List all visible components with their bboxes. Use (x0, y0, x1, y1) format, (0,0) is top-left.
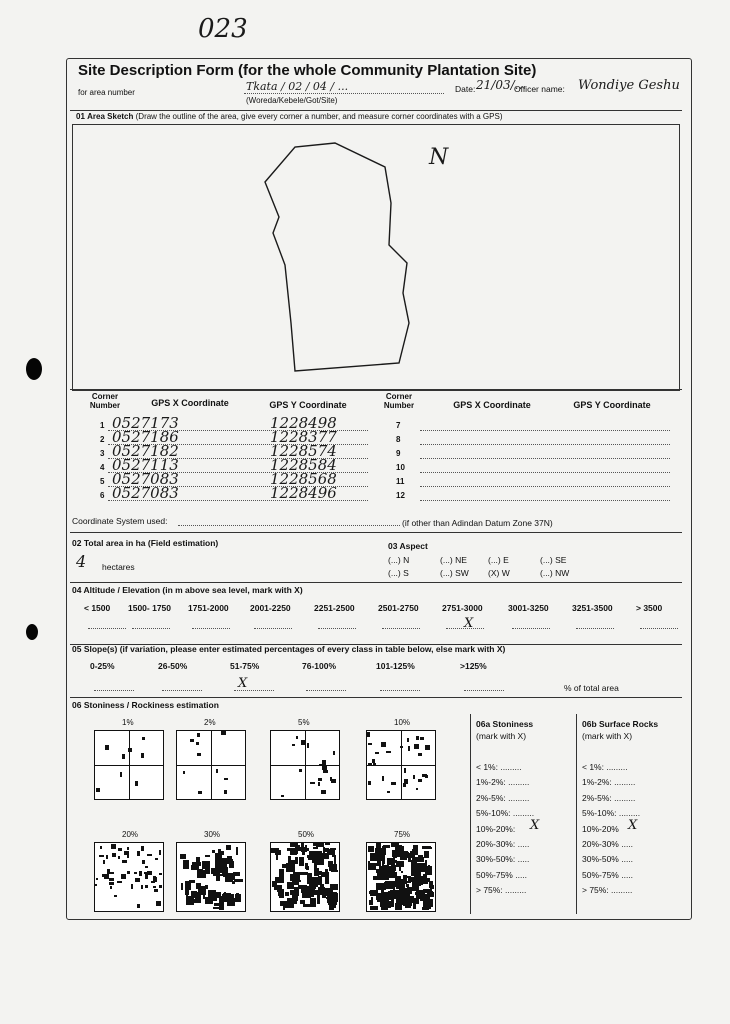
corner-number: 1 (100, 421, 105, 430)
slope-option: 0-25% (90, 661, 115, 671)
stoniness-class-item: 1%-2%: ......... (476, 777, 530, 788)
date-label: Date: (455, 84, 476, 94)
corner-number: 11 (396, 477, 405, 486)
stoniness-sample-box (366, 842, 436, 912)
stoniness-sample-label: 75% (394, 830, 411, 839)
aspect-option: (...) NW (540, 568, 570, 578)
date-value: 21/03/... (476, 78, 527, 92)
aspect-option: (...) S (388, 568, 409, 578)
divider (70, 697, 682, 698)
altitude-option: 3001-3250 (508, 603, 549, 613)
row-line (420, 472, 670, 473)
punch-hole (26, 624, 38, 640)
stoniness-class-item: 30%-50%: ..... (476, 854, 530, 865)
grid-line (95, 765, 163, 766)
slope-option: 101-125% (376, 661, 415, 671)
gps-x-value: 0527083 (112, 470, 179, 488)
row-line (420, 430, 670, 431)
altitude-option: 1751-2000 (188, 603, 229, 613)
altitude-blank (576, 628, 614, 629)
col-x-right: GPS X Coordinate (453, 400, 531, 410)
coord-system-line (178, 525, 400, 526)
coord-system-note: (if other than Adindan Datum Zone 37N) (402, 518, 553, 528)
total-area-unit: hectares (102, 562, 135, 572)
stoniness-sample-label: 2% (204, 718, 216, 727)
slope-total-label: % of total area (564, 683, 619, 693)
location-line (244, 93, 444, 94)
stoniness-sample-label: 1% (122, 718, 134, 727)
stoniness-class-item: 2%-5%: ......... (582, 792, 636, 803)
sketch-instruction: (Draw the outline of the area, give every corner a number, and measure corner coordinates with a GPS) (135, 112, 503, 121)
stoniness-class-item: 5%-10%: ......... (476, 808, 535, 819)
corner-number: 7 (396, 421, 401, 430)
divider (70, 389, 682, 390)
class-divider (576, 714, 577, 914)
stoniness-a-title: 06a Stoniness (476, 719, 534, 729)
slope-blank (464, 690, 504, 691)
grid-line (177, 765, 245, 766)
aspect-option: (...) NE (440, 555, 467, 565)
corner-number: 9 (396, 449, 401, 458)
gps-y-value: 1228496 (270, 484, 337, 502)
corner-number: 5 (100, 477, 105, 486)
altitude-blank (318, 628, 356, 629)
altitude-blank (640, 628, 678, 629)
slope-option: 51-75% (230, 661, 260, 671)
altitude-blank (254, 628, 292, 629)
col-y-right: GPS Y Coordinate (573, 400, 651, 410)
divider (70, 110, 682, 111)
altitude-heading: 04 Altitude / Elevation (in m above sea level, mark with X) (72, 585, 303, 595)
stoniness-sample-label: 50% (298, 830, 315, 839)
stoniness-class-item: < 1%: ......... (476, 762, 522, 772)
sketch-heading-text: Area Sketch (87, 112, 134, 121)
stoniness-class-item: > 75%: ......... (582, 885, 633, 896)
area-number-label: for area number (78, 88, 135, 97)
slope-heading: 05 Slope(s) (if variation, please enter estimated percentages of every class in table below, else mark with X) (72, 644, 506, 654)
stoniness-a-sub: (mark with X) (476, 731, 527, 741)
col-corner-left: Corner Number (89, 392, 121, 410)
stoniness-sample-box (176, 730, 246, 800)
stoniness-class-item: 10%-20% (582, 823, 619, 834)
area-outline-path (265, 143, 409, 371)
altitude-option: > 3500 (636, 603, 663, 613)
slope-blank (380, 690, 420, 691)
stoniness-a-classes (476, 760, 534, 899)
altitude-blank (512, 628, 550, 629)
slope-option: 76-100% (302, 661, 337, 671)
gps-x-value: 0527182 (112, 442, 179, 460)
total-area-heading: 02 Total area in ha (Field estimation) (72, 538, 219, 548)
stoniness-a-mark: X (530, 818, 540, 833)
stoniness-class-item: 2%-5%: ......... (476, 792, 530, 803)
stoniness-sample-box (94, 842, 164, 912)
gps-y-value: 1228498 (270, 414, 337, 432)
stoniness-b-sub: (mark with X) (582, 731, 633, 741)
altitude-blank (382, 628, 420, 629)
row-line (108, 500, 368, 501)
altitude-option: 2751-3000 (442, 603, 483, 613)
row-line (420, 458, 670, 459)
sketch-area (72, 124, 680, 391)
gps-y-value: 1228377 (270, 428, 337, 446)
divider (70, 582, 682, 583)
form-title: Site Description Form (for the whole Community Plantation Site) (78, 62, 537, 79)
coord-system-label: Coordinate System used: (72, 516, 168, 526)
corner-number: 4 (100, 463, 105, 472)
col-y-left: GPS Y Coordinate (269, 400, 347, 410)
corner-number: 6 (100, 491, 105, 500)
stoniness-sample-label: 5% (298, 718, 310, 727)
altitude-option: 2251-2500 (314, 603, 355, 613)
altitude-blank (88, 628, 126, 629)
altitude-mark: X (464, 616, 474, 631)
stoniness-class-item: < 1%: ......... (582, 762, 628, 772)
stoniness-class-item: 5%-10%: ......... (582, 808, 641, 819)
officer-value: Wondiye Geshu (578, 78, 680, 93)
stoniness-class-item: 20%-30% ..... (582, 839, 634, 850)
stoniness-class-item: > 75%: ......... (476, 885, 527, 896)
altitude-option: < 1500 (84, 603, 111, 613)
sketch-heading-number: 01 (76, 112, 85, 121)
stoniness-sample-box (94, 730, 164, 800)
north-mark: N (429, 145, 449, 170)
grid-line (271, 765, 339, 766)
gps-x-value: 0527186 (112, 428, 179, 446)
aspect-option: (...) SE (540, 555, 567, 565)
sketch-heading (76, 112, 502, 121)
area-outline-drawing (73, 125, 679, 390)
corner-number: 10 (396, 463, 405, 472)
grid-line (367, 765, 435, 766)
corner-number: 2 (100, 435, 105, 444)
location-caption: (Woreda/Kebele/Got/Site) (246, 96, 338, 105)
location-value: Tkata / 02 / 04 / ... (246, 80, 349, 93)
stoniness-class-item: 50%-75% ..... (476, 869, 528, 880)
corner-number: 8 (396, 435, 401, 444)
stoniness-sample-box (270, 730, 340, 800)
slope-option: >125% (460, 661, 487, 671)
stoniness-class-item: 10%-20%: (476, 823, 516, 834)
aspect-option: (...) E (488, 555, 509, 565)
gps-y-value: 1228584 (270, 456, 337, 474)
col-x-left: GPS X Coordinate (151, 398, 229, 408)
corner-number: 3 (100, 449, 105, 458)
row-line (420, 486, 670, 487)
officer-label: Officer name: (514, 84, 565, 94)
stoniness-sample-label: 20% (122, 830, 139, 839)
stoniness-sample-label: 30% (204, 830, 221, 839)
stoniness-heading: 06 Stoniness / Rockiness estimation (72, 700, 219, 710)
stoniness-sample-label: 10% (394, 718, 411, 727)
total-area-value: 4 (76, 552, 87, 571)
col-corner-right: Corner Number (383, 392, 415, 410)
stoniness-class-item: 50%-75% ..... (582, 869, 634, 880)
handwritten-number: 023 (198, 14, 248, 44)
corner-number: 12 (396, 491, 405, 500)
row-line (420, 500, 670, 501)
stoniness-class-item: 30%-50% ..... (582, 854, 634, 865)
gps-x-value: 0527173 (112, 414, 179, 432)
gps-y-value: 1228568 (270, 470, 337, 488)
row-line (420, 444, 670, 445)
aspect-heading: 03 Aspect (388, 541, 428, 551)
slope-blank (306, 690, 346, 691)
slope-option: 26-50% (158, 661, 188, 671)
stoniness-sample-box (366, 730, 436, 800)
gps-y-value: 1228574 (270, 442, 337, 460)
stoniness-sample-box (176, 842, 246, 912)
stoniness-b-title: 06b Surface Rocks (582, 719, 659, 729)
altitude-blank (192, 628, 230, 629)
gps-x-value: 0527083 (112, 484, 179, 502)
stoniness-class-item: 1%-2%: ......... (582, 777, 636, 788)
stoniness-sample-box (270, 842, 340, 912)
aspect-option: (X) W (488, 568, 510, 578)
altitude-option: 2001-2250 (250, 603, 291, 613)
slope-blank (162, 690, 202, 691)
divider (70, 532, 682, 533)
altitude-option: 2501-2750 (378, 603, 419, 613)
altitude-option: 1500- 1750 (128, 603, 172, 613)
gps-x-value: 0527113 (112, 456, 179, 474)
altitude-option: 3251-3500 (572, 603, 613, 613)
aspect-option: (...) N (388, 555, 410, 565)
punch-hole (26, 358, 42, 380)
aspect-option: (...) SW (440, 568, 469, 578)
slope-blank (94, 690, 134, 691)
stoniness-class-item: 20%-30%: ..... (476, 839, 530, 850)
altitude-blank (132, 628, 170, 629)
slope-mark: X (238, 676, 248, 691)
stoniness-b-mark: X (628, 818, 638, 833)
